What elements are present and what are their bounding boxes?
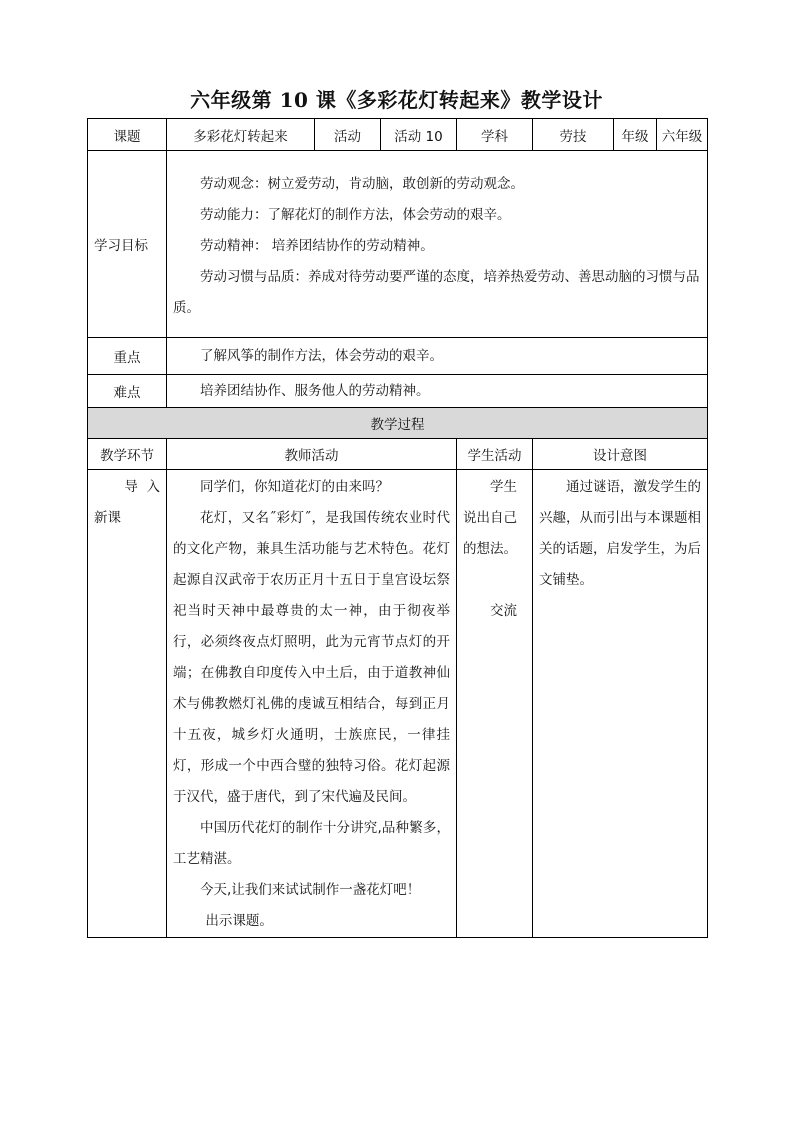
teacher-paragraph: 中国历代花灯的制作十分讲究,品种繁多，工艺精湛。 xyxy=(173,820,450,867)
column-intent: 设计意图 xyxy=(533,439,708,470)
teacher-paragraph: 花灯，又名˝彩灯˝，是我国传统农业时代的文化产物，兼具生活功能与艺术特色。花灯起源自汉武帝于农历正月十五日于皇宫设坛祭祀当时天神中最尊贵的太一神，由于彻夜举行，必须终夜点灯照明，此为元宵节点灯的开端；在佛教自印度传入中土后，由于道教神仙术与佛教燃灯礼佛的虔诚互相结合，每到正月十五夜，城乡灯火通明，士族庶民，一律挂灯，形成一个中西合璧的独特习俗。花灯起源于汉代，盛于唐代，到了宋代遍及民间。 xyxy=(173,510,450,805)
stage-line1: 导 入 xyxy=(124,479,160,495)
subject-value: 多彩花灯转起来 xyxy=(167,119,315,151)
difficulty-label: 难点 xyxy=(88,375,167,408)
lesson-plan-table xyxy=(87,118,708,938)
difficulty-text: 培养团结协作、服务他人的劳动精神。 xyxy=(200,383,430,399)
objective-item: 劳动习惯与品质：养成对待劳动要严谨的态度，培养热爱劳动、善思动脑的习惯与品质。 xyxy=(173,268,700,316)
info-row xyxy=(88,119,708,151)
objectives-row xyxy=(88,151,708,338)
teacher-paragraph: 出示课题。 xyxy=(205,913,273,929)
discipline-label: 学科 xyxy=(457,119,533,151)
page-title: 六年级第 10 课《多彩花灯转起来》教学设计 xyxy=(190,88,603,112)
column-stage: 教学环节 xyxy=(88,439,167,470)
stage-line2: 新课 xyxy=(94,510,121,526)
teacher-paragraph: 今天,让我们来试试制作一盏花灯吧！ xyxy=(200,882,421,898)
objective-item: 劳动能力：了解花灯的制作方法，体会劳动的艰辛。 xyxy=(200,206,511,223)
column-student: 学生活动 xyxy=(457,439,533,470)
objective-item: 劳动观念：树立爱劳动，肯动脑，敢创新的劳动观念。 xyxy=(200,175,524,192)
student-activity: 学生说出自己的想法。 xyxy=(463,479,517,557)
key-point-label: 重点 xyxy=(88,338,167,375)
process-header-row xyxy=(88,408,708,439)
key-point-text: 了解风筝的制作方法，体会劳动的艰辛。 xyxy=(200,347,443,364)
activity-value: 活动 10 xyxy=(381,119,457,151)
discipline-value: 劳技 xyxy=(533,119,614,151)
process-columns-row xyxy=(88,439,708,470)
activity-label: 活动 xyxy=(315,119,381,151)
student-activity: 交流 xyxy=(490,603,517,619)
grade-value: 六年级 xyxy=(661,128,703,145)
design-intent: 通过谜语，激发学生的兴趣，从而引出与本课题相关的话题，启发学生，为后文铺垫。 xyxy=(539,479,701,588)
column-teacher: 教师活动 xyxy=(167,439,457,470)
key-point-row xyxy=(88,338,708,375)
grade-label: 年级 xyxy=(614,119,657,150)
objective-item: 劳动精神： 培养团结协作的劳动精神。 xyxy=(200,237,434,254)
teacher-paragraph: 同学们，你知道花灯的由来吗？ xyxy=(200,479,389,495)
process-row xyxy=(88,470,708,938)
difficulty-row xyxy=(88,375,708,408)
process-header: 教学过程 xyxy=(88,408,708,439)
objectives-label: 学习目标 xyxy=(88,151,167,338)
subject-label: 课题 xyxy=(88,119,167,151)
